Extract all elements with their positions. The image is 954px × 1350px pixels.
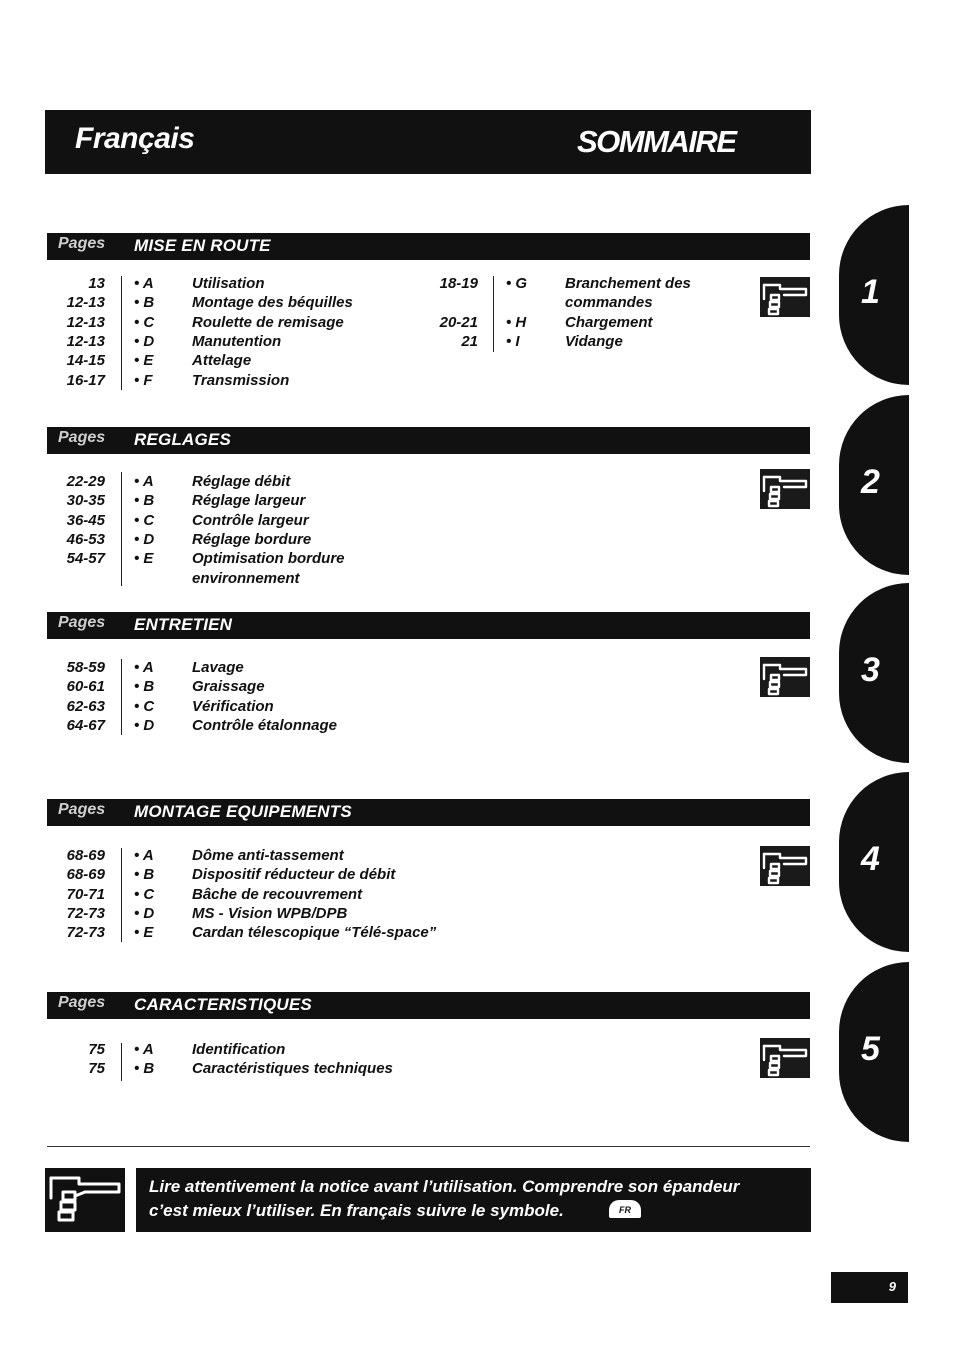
page-header xyxy=(45,110,811,174)
entry-letter: • C xyxy=(134,313,155,331)
divider xyxy=(47,1146,810,1147)
entry-pages: 22-29 xyxy=(66,473,105,490)
list-item xyxy=(0,472,780,491)
entry-title[interactable]: Identification xyxy=(192,1041,286,1058)
list-item xyxy=(0,491,780,510)
entry-title[interactable]: Réglage débit xyxy=(192,473,291,490)
pointing-hand-icon xyxy=(45,1168,125,1232)
pages-label: Pages xyxy=(58,994,106,1011)
section-title: REGLAGES xyxy=(134,430,232,449)
list-item xyxy=(0,1059,780,1078)
section-header xyxy=(47,799,810,826)
entry-pages: 18-19 xyxy=(439,275,478,292)
entry-pages: 64-67 xyxy=(66,716,105,734)
entry-pages: 16-17 xyxy=(66,371,105,389)
language-title: Français xyxy=(75,122,195,155)
entry-letter: • B xyxy=(134,866,155,884)
entry-title[interactable]: Branchement des xyxy=(565,275,691,292)
section-header xyxy=(47,612,810,639)
entry-letter: • B xyxy=(134,1060,155,1078)
entry-pages: 20-21 xyxy=(439,313,478,331)
list-item xyxy=(0,697,780,716)
list-item xyxy=(0,658,780,677)
list-item xyxy=(0,511,780,530)
pointing-hand-icon xyxy=(760,657,810,697)
list-item xyxy=(0,530,780,549)
entry-title[interactable]: Utilisation xyxy=(192,275,265,292)
page-number-text: 9 xyxy=(888,1279,896,1294)
chapter-number: 5 xyxy=(861,1030,880,1068)
chapter-number: 3 xyxy=(861,651,880,689)
entry-title[interactable]: Chargement xyxy=(565,313,653,331)
list-item xyxy=(0,716,780,735)
entry-title[interactable]: Réglage bordure xyxy=(192,530,312,548)
pages-label: Pages xyxy=(58,801,106,818)
section-title: MONTAGE EQUIPEMENTS xyxy=(134,802,352,821)
entry-title[interactable]: Roulette de remisage xyxy=(192,313,344,331)
entry-pages: 72-73 xyxy=(66,904,105,922)
entry-title[interactable]: Manutention xyxy=(192,332,282,350)
entry-title[interactable]: Vidange xyxy=(565,332,623,350)
pages-label: Pages xyxy=(58,614,106,631)
entry-title[interactable]: Vérification xyxy=(192,697,274,715)
entry-pages: 58-59 xyxy=(66,659,105,676)
entry-title[interactable]: Lavage xyxy=(192,659,244,676)
notice-box xyxy=(136,1168,811,1232)
chapter-tab-1[interactable] xyxy=(839,205,909,385)
entry-letter: • B xyxy=(134,492,155,510)
entry-title[interactable]: Bâche de recouvrement xyxy=(192,885,363,903)
notice-line-2: c’est mieux l’utiliser. En français suivre le symbole. xyxy=(149,1201,564,1220)
pointing-hand-icon xyxy=(760,846,810,886)
page-number xyxy=(831,1272,908,1303)
list-item xyxy=(0,569,780,588)
list-item xyxy=(0,677,780,696)
entry-letter: • E xyxy=(134,352,154,370)
entry-letter: • E xyxy=(134,924,154,942)
list-item xyxy=(0,274,780,293)
section-title: MISE EN ROUTE xyxy=(134,236,271,255)
entry-letter: • C xyxy=(134,697,155,715)
entry-title[interactable]: commandes xyxy=(565,294,653,312)
entry-pages: 13 xyxy=(88,275,105,292)
section-title: ENTRETIEN xyxy=(134,615,233,634)
list-item xyxy=(0,865,780,884)
list-item xyxy=(0,885,780,904)
entry-letter: • D xyxy=(134,530,155,548)
entry-pages: 75 xyxy=(88,1060,105,1078)
entry-letter: • D xyxy=(134,332,155,350)
section-header xyxy=(47,427,810,454)
entry-letter: • C xyxy=(134,511,155,529)
entry-letter: • A xyxy=(134,275,154,292)
chapter-tab-4[interactable] xyxy=(839,772,909,952)
entry-title[interactable]: Contrôle étalonnage xyxy=(192,716,338,734)
entry-letter: • A xyxy=(134,1041,154,1058)
entry-title[interactable]: MS - Vision WPB/DPB xyxy=(192,904,348,922)
entry-letter: • E xyxy=(134,550,154,568)
entry-letter: • B xyxy=(134,678,155,696)
entry-letter: • F xyxy=(134,371,153,389)
list-item xyxy=(0,351,780,370)
entry-title[interactable]: Optimisation bordure xyxy=(192,550,345,568)
entry-title[interactable]: Transmission xyxy=(192,371,290,389)
pages-label: Pages xyxy=(58,429,106,446)
list-item xyxy=(0,313,780,332)
entry-pages: 46-53 xyxy=(66,530,105,548)
section-header xyxy=(47,992,810,1019)
entry-letter: • A xyxy=(134,473,154,490)
entry-pages: 12-13 xyxy=(66,313,105,331)
list-item xyxy=(0,293,780,312)
entry-pages: 36-45 xyxy=(66,511,105,529)
entry-title[interactable]: Attelage xyxy=(192,352,252,370)
entry-letter: • A xyxy=(134,659,154,676)
pointing-hand-icon xyxy=(760,1038,810,1078)
list-item xyxy=(0,1040,780,1059)
entry-pages: 30-35 xyxy=(66,492,105,510)
entry-letter: • A xyxy=(134,847,154,864)
entry-pages: 54-57 xyxy=(66,550,105,568)
chapter-number: 2 xyxy=(861,463,880,501)
chapter-tab-5[interactable] xyxy=(839,962,909,1142)
entry-title[interactable]: Dispositif réducteur de débit xyxy=(192,866,396,884)
entry-pages: 72-73 xyxy=(66,924,105,942)
list-item xyxy=(0,904,780,923)
pages-label: Pages xyxy=(58,235,106,252)
chapter-number: 4 xyxy=(861,840,880,878)
entry-letter: • H xyxy=(506,313,527,331)
entry-pages: 68-69 xyxy=(66,866,105,884)
chapter-number: 1 xyxy=(861,273,880,311)
entry-title[interactable]: environnement xyxy=(192,569,300,587)
entry-title[interactable]: Cardan télescopique “Télé-space” xyxy=(192,924,437,942)
section-header xyxy=(47,233,810,260)
chapter-tab-3[interactable] xyxy=(839,583,909,763)
entry-title[interactable]: Caractéristiques techniques xyxy=(192,1060,393,1078)
entry-letter: • B xyxy=(134,294,155,312)
entry-title[interactable]: Graissage xyxy=(192,678,265,696)
pointing-hand-icon xyxy=(760,469,810,509)
entry-letter: • G xyxy=(506,275,528,292)
entry-title[interactable]: Contrôle largeur xyxy=(192,511,309,529)
list-item xyxy=(0,332,780,351)
entry-title[interactable]: Montage des béquilles xyxy=(192,294,353,312)
entry-pages: 62-63 xyxy=(66,697,105,715)
chapter-tab-2[interactable] xyxy=(839,395,909,575)
entry-letter: • I xyxy=(506,332,520,350)
section-title: CARACTERISTIQUES xyxy=(134,995,312,1014)
entry-pages: 12-13 xyxy=(66,332,105,350)
fr-badge: FR xyxy=(609,1200,641,1218)
entry-pages: 14-15 xyxy=(66,352,105,370)
entry-pages: 21 xyxy=(461,332,478,350)
entry-pages: 68-69 xyxy=(66,847,105,864)
entry-pages: 60-61 xyxy=(66,678,105,696)
notice-line-1: Lire attentivement la notice avant l’utilisation. Comprendre son épandeur xyxy=(149,1177,740,1196)
entry-pages: 75 xyxy=(88,1041,105,1058)
page-title: SOMMAIRE xyxy=(577,124,736,159)
entry-letter: • D xyxy=(134,904,155,922)
pointing-hand-icon xyxy=(760,277,810,317)
entry-pages: 12-13 xyxy=(66,294,105,312)
list-item xyxy=(0,923,780,942)
entry-title[interactable]: Dôme anti-tassement xyxy=(192,847,344,864)
entry-title[interactable]: Réglage largeur xyxy=(192,492,306,510)
entry-letter: • D xyxy=(134,716,155,734)
list-item xyxy=(0,371,780,390)
list-item xyxy=(0,549,780,568)
entry-pages: 70-71 xyxy=(66,885,105,903)
list-item xyxy=(0,846,780,865)
entry-letter: • C xyxy=(134,885,155,903)
